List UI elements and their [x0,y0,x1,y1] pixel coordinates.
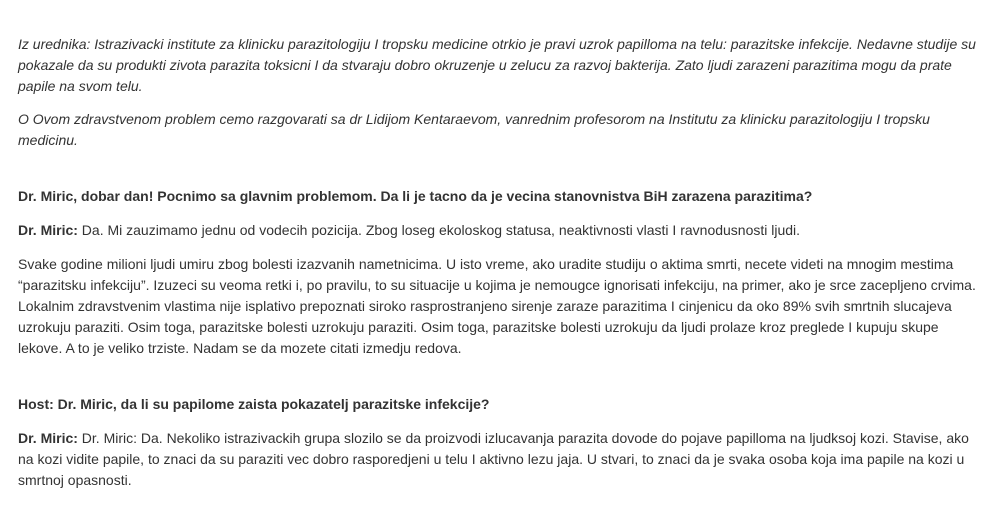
answer-2-text: Dr. Miric: Da. Nekoliko istrazivackih grupa slozilo se da proizvodi izlucavanja parazita dovode do pojave papilloma na ljudksoj kozi. Stavise, ako na kozi vidite papile, to znaci da su paraziti vec dobro rasporedjeni u telu I aktivno lezu jaja. U stvari, to znaci da je svaka osoba koja ima papile na kozi u smrtnoj opasnosti. [18,430,969,488]
article-body [18,34,980,504]
question-2: Host: Dr. Miric, da li su papilome zaista pokazatelj parazitske infekcije? [18,396,490,412]
answer-2-speaker: Dr. Miric: [18,430,78,446]
answer-1-followup: Svake godine milioni ljudi umiru zbog bolesti izazvanih nametnicima. U isto vreme, ako uradite studiju o aktima smrti, necete videti na mnogim mestima “parazitsku infekciju”. Izuzeci su veoma retki i, po pravilu, to su situacije u kojima je nemougce ignorisati infekciju, na primer, ako je srce zacepljeno crvima. Lokalnim zdravstvenim vlastima nije isplativo prepoznati siroko rasprostranjeno sirenje zaraze parazitima I cinjenicu da oko 89% svih smrtnih slucajeva uzrokuju paraziti. Osim toga, parazitske bolesti uzrokuju paraziti. Osim toga, parazitske bolesti uzrokuju da ljudi prolaze kroz preglede I kupuju skupe lekove. A to je veliko trziste. Nadam se da mozete citati izmedju redova. [18,256,976,356]
answer-1-speaker: Dr. Miric: [18,222,78,238]
editor-intro [18,34,980,151]
answer-2 [18,428,980,491]
intro-paragraph-2: O Ovom zdravstvenom problem cemo razgovarati sa dr Lidijom Kentaraevom, vanrednim profesorom na Institutu za klinicku parazitologiju I tropsku medicinu. [18,111,930,148]
intro-paragraph-1: Iz urednika: Istrazivacki institute za klinicku parazitologiju I tropsku medicine otrkio je pravi uzrok papilloma na telu: parazitske infekcije. Nedavne studije su pokazale da su produkti zivota parazita toksicni I da stvaraju dobro okruzenje u zelucu za razvoj bakterija. Zato ljudi zarazeni parazitima mogu da prate papile na svom telu. [18,36,976,94]
answer-1-text: Da. Mi zauzimamo jednu od vodecih pozicija. Zbog loseg ekoloskog statusa, neaktivnosti vlasti I ravnodusnosti ljudi. [77,222,801,238]
answer-1 [18,220,980,241]
question-1: Dr. Miric, dobar dan! Pocnimo sa glavnim problemom. Da li je tacno da je vecina stanovnistva BiH zarazena parazitima? [18,188,813,204]
